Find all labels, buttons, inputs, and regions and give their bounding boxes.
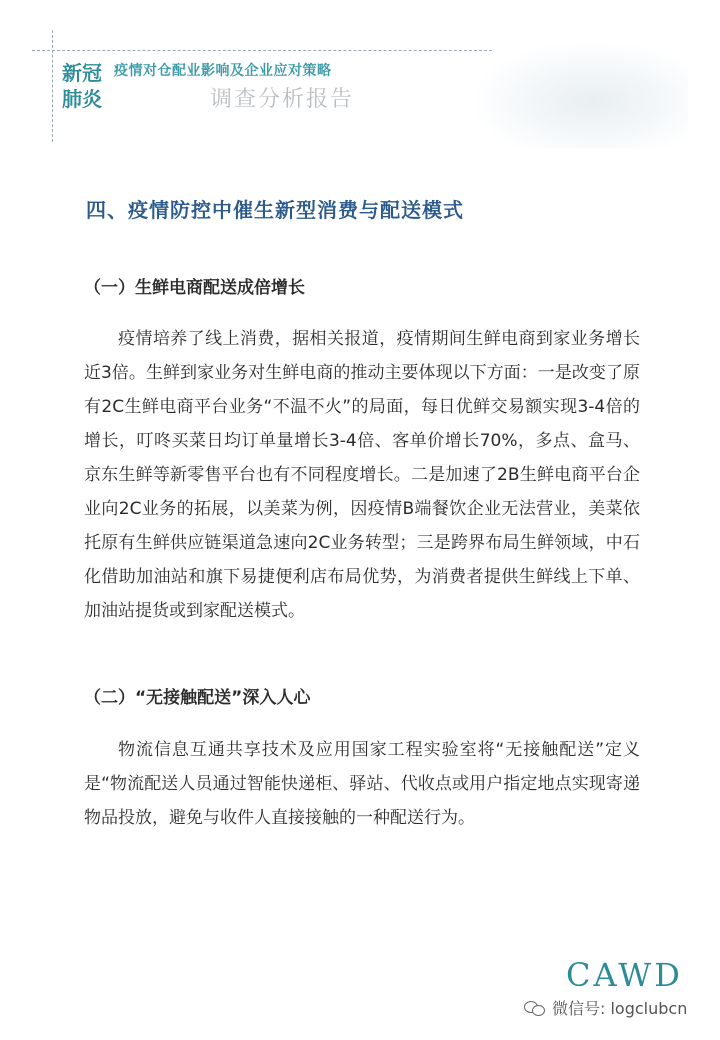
divider-vertical: [52, 30, 53, 142]
subsection-2-paragraph: 物流信息互通共享技术及应用国家工程实验室将“无接触配送”定义是“物流配送人员通过智能快递柜、驿站、代收点或用户指定地点实现寄递物品投放，避免与收件人直接接触的一种配送行为。: [84, 740, 640, 828]
wechat-icon: [524, 999, 546, 1017]
header-badge: [62, 60, 118, 112]
virus-illustration: [478, 44, 688, 148]
subsection-1-title: （一）生鲜电商配送成倍增长: [84, 278, 305, 298]
cawd-logo: CAWD: [566, 956, 683, 994]
divider: [32, 50, 492, 51]
badge-line-1: 新冠: [62, 61, 102, 85]
section-title: 四、疫情防控中催生新型消费与配送模式: [86, 198, 464, 222]
subsection-2-title: （二）“无接触配送”深入人心: [84, 688, 311, 708]
header-report-title: 调查分析报告: [210, 87, 355, 112]
header-subtitle: 疫情对仓配业影响及企业应对策略: [114, 63, 332, 79]
badge-line-2: 肺炎: [62, 87, 102, 111]
wechat-id-text: 微信号: logclubcn: [552, 999, 688, 1018]
wechat-id: [524, 996, 687, 1019]
header: [0, 0, 720, 150]
subsection-1-paragraph: 疫情培养了线上消费，据相关报道，疫情期间生鲜电商到家业务增长近3倍。生鲜到家业务对生鲜电商的推动主要体现以下方面：一是改变了原有2C生鲜电商平台业务“不温不火”的局面，每日优鲜交易额实现3-4倍的增长，叮咚买菜日均订单量增长3-4倍、客单价增长70%，多点、盒马、京东生鲜等新零售平台也有不同程度增长。二是加速了2B生鲜电商平台企业向2C业务的拓展，以美菜为例，因疫情B端餐饮企业无法营业，美菜依托原有生鲜供应链渠道急速向2C业务转型；三是跨界布局生鲜领域，中石化借助加油站和旗下易捷便利店布局优势，为消费者提供生鲜线上下单、加油站提货或到家配送模式。: [84, 329, 640, 621]
